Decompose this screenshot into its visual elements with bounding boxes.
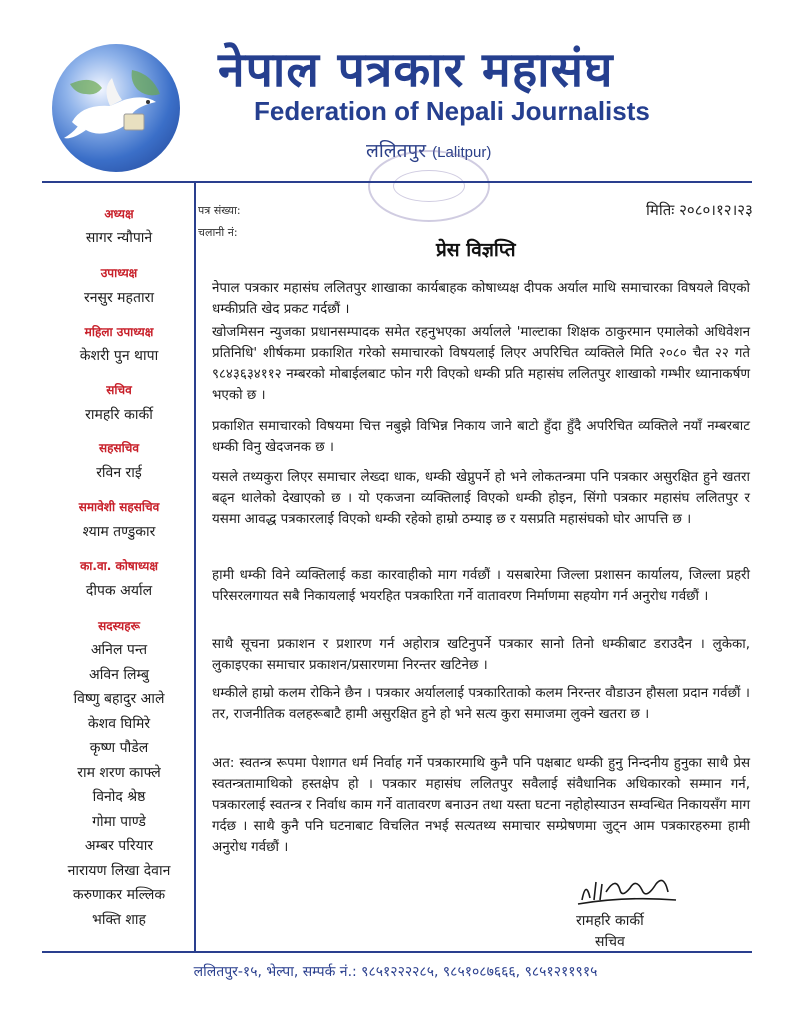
reference-number-label: पत्र संख्या: [198,204,241,217]
header-divider [42,181,752,183]
dispatch-number-label: चलानी नं: [198,226,238,239]
body-paragraph: खोजमिसन न्युजका प्रधानसम्पादक समेत रहनुभएका अर्यालले 'माल्टाका शिक्षक ठाकुरमान एमालेको अधिवेशन प्रतिनिधि' शीर्षकमा प्रकाशित गरेको समाचारको विषयलाई लिएर अपरिचित व्यक्तिले मिति २०८० चैत २२ गते ९८४३६३४११२ नम्बरको मोबाईलबाट फोन गरी विएको धम्की प्रति महासंघ ललितपुर शाखाको गम्भीर ध्यानाकर्षण भएको छ । [212,325,750,403]
member-name: विनोद श्रेष्ठ [92,789,146,805]
member-name: भक्ति शाह [92,912,146,928]
member-name: नारायण लिखा देवान [67,863,171,879]
role-label: का.वा. कोषाध्यक्ष [80,559,158,573]
officer-name: रामहरि कार्की [85,407,153,423]
officer-name: सागर न्यौपाने [85,230,153,246]
dove-globe-icon [52,44,180,172]
org-title-nepali: नेपाल पत्रकार महासंघ [218,42,614,98]
officer-name: श्याम तण्डुकार [82,524,156,540]
sidebar-divider [194,181,196,951]
body-paragraph: धम्कीले हाम्रो कलम रोकिने छैन । पत्रकार अर्याललाई पत्रकारिताको कलम निरन्तर वौडाउन हौसला प्रदान गर्वछौं । तर, राजनीतिक वलहरूबाटै हामी असुरक्षित हुने हो भने सत्य कुरा समाजमा लुक्ने खतरा छ । [212,686,750,722]
body-paragraph: हामी धम्की विने व्यक्तिलाई कडा कारवाहीको माग गर्वछौं । यसबारेमा जिल्ला प्रशासन कार्यालय, जिल्ला प्रहरी परिसरलगायत सबै निकायलाई भयरहित पत्रकारिता गर्ने वातावरण निर्माणमा सहयोग गर्न अनुरोध गर्वछौं । [212,568,750,604]
press-release-heading: प्रेस विज्ञप्ति [436,239,516,261]
branch-name-english: (Lalitpur) [432,144,492,161]
role-label: महिला उपाध्यक्ष [84,325,154,339]
handwritten-signature [576,870,686,910]
org-title-english: Federation of Nepali Journalists [254,96,650,126]
signatory-role: सचिव [595,934,625,950]
member-name: करुणाकर मल्लिक [72,887,166,903]
member-name: विष्णु बहादुर आले [73,691,165,707]
members-heading: सदस्यहरू [98,619,140,633]
officer-name: दीपक अर्याल [85,583,153,599]
member-name: अनिल पन्त [90,642,148,658]
body-paragraph: यसले तथ्यकुरा लिएर समाचार लेख्दा धाक, धम्की खेप्नुपर्ने हो भने लोकतन्त्रमा पनि पत्रकार असुरक्षित हुने खतरा बढ्न थालेको देखाएको छ । यो एकजना व्यक्तिलाई विएको धम्की होइन, सिंगो पत्रकार महासंघ ललितपुर र यसमा आवद्ध पत्रकारलाई विएको धम्की रहेको हाम्रो ठम्याइ छ र यसप्रति महासंघको घोर आपत्ति छ । [212,470,750,527]
member-name: केशव घिमिरे [87,716,151,732]
body-paragraph: साथै सूचना प्रकाशन र प्रशारण गर्न अहोरात्र खटिनुपर्ने पत्रकार सानो तिनो धम्कीबाट डराउदैन । लुकेका, लुकाइएका समाचार प्रकाशन/प्रसारणमा निरन्तर खटिनेछ । [212,637,750,673]
officer-name: रविन राई [96,465,142,481]
body-paragraph: नेपाल पत्रकार महासंघ ललितपुर शाखाका कार्यबाहक कोषाध्यक्ष दीपक अर्याल माथि समाचारका विषयले विएको धम्कीप्रति खेद प्रकट गर्दछौं । [212,281,750,317]
stamp-inner-ring [393,170,465,202]
member-name: गोमा पाण्डे [92,814,146,830]
officer-name: केशरी पुन थापा [79,348,159,364]
member-name: अम्बर परियार [84,838,154,854]
role-label: उपाध्यक्ष [100,266,138,280]
role-label: अध्यक्ष [104,207,134,221]
signatory-name: रामहरि कार्की [576,913,644,929]
role-label: समावेशी सहसचिव [78,500,160,514]
branch-name-nepali: ललितपुर [366,140,427,162]
office-stamp [368,150,490,222]
role-label: सहसचिव [99,441,139,455]
letter-date: मितिः २०८०।१२।२३ [646,201,753,219]
member-name: अविन लिम्बु [89,667,149,683]
federation-logo [52,44,180,172]
body-paragraph: अत: स्वतन्त्र रूपमा पेशागत धर्म निर्वाह गर्ने पत्रकारमाथि कुनै पनि पक्षबाट धम्की हुनु निन्दनीय हुनुका साथै प्रेस स्वतन्त्रतामाथिको हस्तक्षेप हो । पत्रकार महासंघ ललितपुर सवैलाई संवैधानिक अधिकारको सम्मान गर्न, पत्रकारलाई स्वतन्त्र र निर्वाध काम गर्ने वातावरण बनाउन तथा यस्ता घटना नहोहोस्याउन सम्वन्धित निकायसँग माग गर्दछ । साथै कुनै पनि घटनाबाट विचलित नभई सत्यतथ्य समाचार सम्प्रेषणमा जुट्न आम पत्रकारहरुमा हामी अनुरोध गर्वछौं । [212,756,750,855]
footer-divider [42,951,752,953]
footer-contact: ललितपुर-१५, भेल्पा, सम्पर्क नं.: ९८५१२२२२८५, ९८५१०८७६६६, ९८५१२११९१५ [193,964,598,980]
role-label: सचिव [106,383,132,397]
member-name: राम शरण काफ्ले [77,765,161,781]
member-name: कृष्ण पौडेल [89,740,149,756]
body-paragraph: प्रकाशित समाचारको विषयमा चित्त नबुझे विभिन्न निकाय जाने बाटो हुँदा हुँदै अपरिचित व्यक्तिले नयाँ नम्बरबाट धम्की विनु खेदजनक छ । [212,419,750,455]
officer-name: रनसुर महतारा [84,290,154,306]
